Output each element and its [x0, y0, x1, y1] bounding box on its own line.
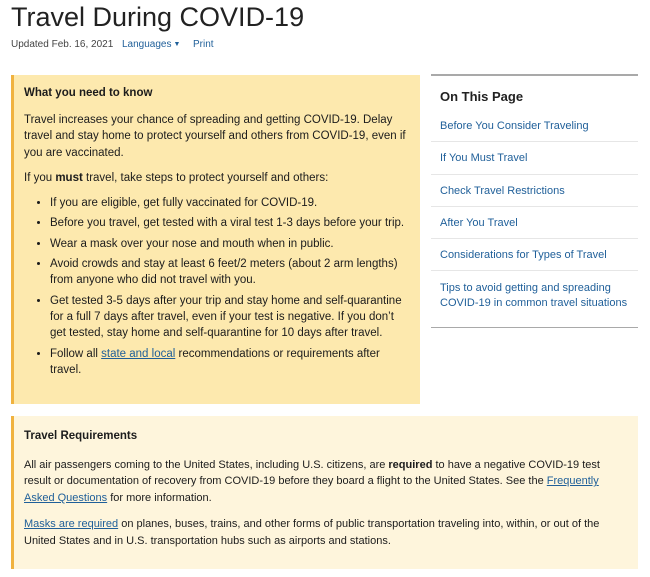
- masks-required-link[interactable]: Masks are required: [24, 518, 119, 531]
- travel-requirements-callout: [11, 416, 638, 569]
- otp-link-if-you-must-travel[interactable]: If You Must Travel: [431, 142, 638, 174]
- page-title: Travel During COVID-19: [11, 2, 305, 32]
- must-prefix: If you: [24, 171, 56, 184]
- updated-date: Updated Feb. 16, 2021: [11, 39, 114, 50]
- bullet-item: • Before you travel, get tested with a viral test 1-3 days before your trip.: [50, 215, 410, 231]
- otp-link-considerations-for-types-of-travel[interactable]: Considerations for Types of Travel: [431, 239, 638, 271]
- must-suffix: travel, take steps to protect yourself and others:: [82, 171, 329, 184]
- req-text: to have a negative COVID-19 test result or documentation of recovery from COVID-19 before they board a flight to the United States. See the: [24, 459, 600, 488]
- requirements-paragraph-masks: [24, 516, 628, 549]
- bullet-item: • Avoid crowds and stay at least 6 feet/2 meters (about 2 arm lengths) from anyone who did not travel with you.: [50, 256, 410, 289]
- on-this-page-nav: [431, 74, 638, 328]
- on-this-page-title: On This Page: [440, 89, 524, 104]
- callout-intro: Travel increases your chance of spreading and getting COVID-19. Delay travel and stay home to protect yourself and others from COVID-19, even if you are vaccinated.: [24, 114, 406, 159]
- otp-link-after-you-travel[interactable]: After You Travel: [431, 207, 638, 239]
- bullet-item: • If you are eligible, get fully vaccinated for COVID-19.: [50, 195, 410, 211]
- print-link[interactable]: Print: [193, 39, 214, 50]
- languages-dropdown[interactable]: [122, 38, 180, 52]
- languages-label: Languages: [122, 39, 172, 50]
- requirements-paragraph-test: [24, 457, 628, 506]
- otp-link-check-travel-restrictions[interactable]: Check Travel Restrictions: [431, 175, 638, 207]
- callout-heading: What you need to know: [24, 87, 153, 99]
- required-word: required: [388, 459, 433, 471]
- faq-link[interactable]: Frequently Asked Questions: [24, 475, 599, 504]
- bullet-prefix: Follow all: [50, 347, 102, 360]
- caret-down-icon: ▼: [173, 41, 181, 48]
- what-you-need-to-know-callout: [11, 75, 420, 404]
- requirements-heading: Travel Requirements: [24, 430, 138, 442]
- page-meta: [11, 38, 214, 52]
- bullet-suffix: recommendations or requirements after travel.: [50, 347, 380, 376]
- bullet-item: [50, 346, 410, 379]
- on-this-page-list: [431, 110, 638, 318]
- bullet-item: • Get tested 3-5 days after your trip and stay home and self-quarantine for a full 7 days after travel, even if your test is negative. If you don’t get tested, stay home and self-quarantine for 10 days after travel.: [50, 293, 410, 342]
- otp-link-before-you-consider-traveling[interactable]: Before You Consider Traveling: [431, 110, 638, 142]
- bullet-item: • Wear a mask over your nose and mouth when in public.: [50, 236, 410, 252]
- req-text: for more information.: [107, 491, 212, 504]
- req-text: on planes, buses, trains, and other forms of public transportation traveling into, within, or out of the United States and in U.S. transportation hubs such as airports and stations.: [24, 518, 600, 547]
- req-text: All air passengers coming to the United States, including U.S. citizens, are: [24, 459, 389, 471]
- state-and-local-link[interactable]: state and local: [101, 347, 176, 360]
- otp-link-tips-common-travel-situations[interactable]: Tips to avoid getting and spreading COVID-19 in common travel situations: [440, 282, 628, 309]
- callout-must-travel: [24, 170, 410, 186]
- must-word: must: [55, 171, 83, 184]
- callout-bullet-list: [24, 195, 410, 378]
